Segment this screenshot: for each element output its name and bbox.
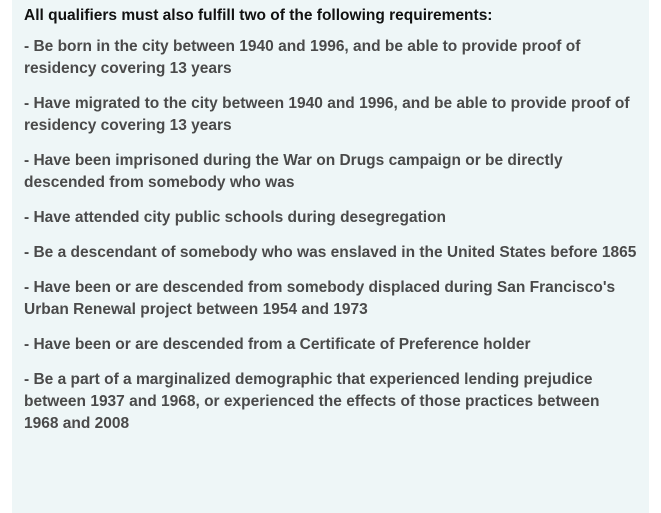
- requirement-item: - Have been or are descended from somebody displaced during San Francisco's Urban Renewal project between 1954 and 1973: [24, 279, 616, 318]
- requirement-item: - Have migrated to the city between 1940 and 1996, and be able to provide proof of residency covering 13 years: [24, 95, 630, 134]
- requirement-item: - Be a descendant of somebody who was enslaved in the United States before 1865: [24, 244, 637, 261]
- requirement-item: - Have been or are descended from a Certificate of Preference holder: [24, 336, 531, 353]
- requirement-item: - Have attended city public schools during desegregation: [24, 209, 447, 226]
- requirements-list: [24, 36, 637, 435]
- requirement-item: - Be born in the city between 1940 and 1996, and be able to provide proof of residency covering 13 years: [24, 38, 581, 77]
- requirement-item: - Have been imprisoned during the War on Drugs campaign or be directly descended from somebody who was: [24, 152, 563, 191]
- requirement-item: - Be a part of a marginalized demographic that experienced lending prejudice between 1937 and 1968, or experienced the effects of those practices between 1968 and 2008: [24, 371, 600, 432]
- requirements-panel: [12, 0, 649, 513]
- requirements-heading: All qualifiers must also fulfill two of the following requirements:: [24, 7, 493, 24]
